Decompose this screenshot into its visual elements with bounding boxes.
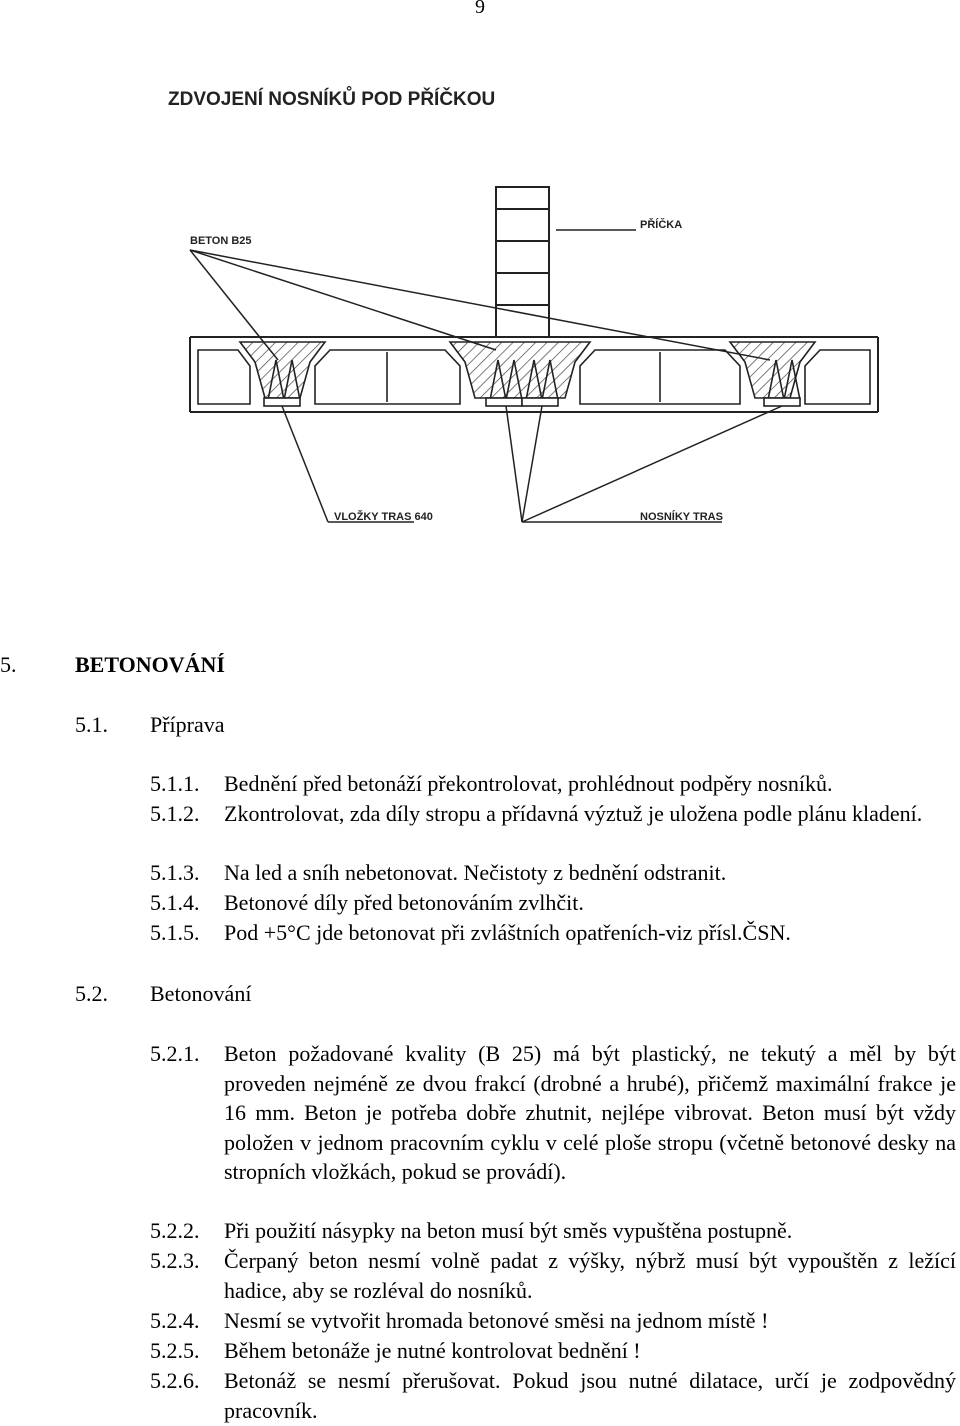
section-5-number: 5. bbox=[0, 652, 17, 677]
beam-doubling-diagram bbox=[150, 60, 890, 540]
section-5-1-number: 5.1. bbox=[75, 712, 108, 737]
label-beton: BETON B25 bbox=[190, 235, 252, 247]
section-5-title: BETONOVÁNÍ bbox=[75, 652, 225, 677]
label-nosniky: NOSNÍKY TRAS bbox=[640, 511, 723, 523]
section-5-2-title: Betonování bbox=[150, 981, 252, 1006]
list-item: 5.2.6. Betonáž se nesmí přerušovat. Pokud jsou nutné dilatace, určí je zodpovědný pracovník. bbox=[150, 1368, 956, 1423]
heading-section-5-1 bbox=[75, 710, 225, 740]
label-pricka: PŘÍČKA bbox=[640, 219, 683, 231]
page-number: 9 bbox=[475, 0, 485, 18]
section-5-1-title: Příprava bbox=[150, 712, 225, 737]
list-item: 5.1.4. Betonové díly před betonováním zvlhčit. bbox=[150, 890, 584, 915]
list-item: 5.1.2. Zkontrolovat, zda díly stropu a přídavná výztuž je uložena podle plánu kladení. bbox=[150, 801, 923, 826]
heading-section-5 bbox=[0, 650, 225, 680]
list-item: 5.2.3. Čerpaný beton nesmí volně padat z výšky, nýbrž musí být vypouštěn z ležící hadice, aby se rozléval do nosníků. bbox=[150, 1248, 956, 1303]
list-item: 5.1.5. Pod +5°C jde betonovat při zvláštních opatřeních-viz přísl.ČSN. bbox=[150, 920, 791, 945]
list-item: 5.1.3. Na led a sníh nebetonovat. Nečistoty z bednění odstranit. bbox=[150, 860, 727, 885]
list-item: 5.2.2. Při použití násypky na beton musí být směs vypuštěna postupně. bbox=[150, 1218, 793, 1243]
list-item: 5.1.1. Bednění před betonáží překontrolovat, prohlédnout podpěry nosníků. bbox=[150, 771, 833, 796]
list-item: 5.2.1. Beton požadované kvality (B 25) má být plastický, ne tekutý a měl by být proveden nejméně ze dvou frakcí (drobné a hrubé), přičemž maximální frakce je 16 mm. Beton je potřeba dobře zhutnit, nejlépe vibrovat. Beton musí být vždy položen v jednom pracovním cyklu v celé ploše stropu (včetně betonové desky na stropních vložkách, pokud se provádí). bbox=[150, 1041, 956, 1184]
list-item: 5.2.4. Nesmí se vytvořit hromada betonové směsi na jednom místě ! bbox=[150, 1308, 769, 1333]
heading-section-5-2 bbox=[75, 979, 251, 1009]
partition-wall bbox=[496, 187, 549, 337]
diagram-title: ZDVOJENÍ NOSNÍKŮ POD PŘÍČKOU bbox=[168, 89, 496, 110]
section-5-2-number: 5.2. bbox=[75, 981, 108, 1006]
label-vlozky: VLOŽKY TRAS 640 bbox=[334, 511, 433, 523]
list-item: 5.2.5. Během betonáže je nutné kontrolovat bednění ! bbox=[150, 1338, 641, 1363]
